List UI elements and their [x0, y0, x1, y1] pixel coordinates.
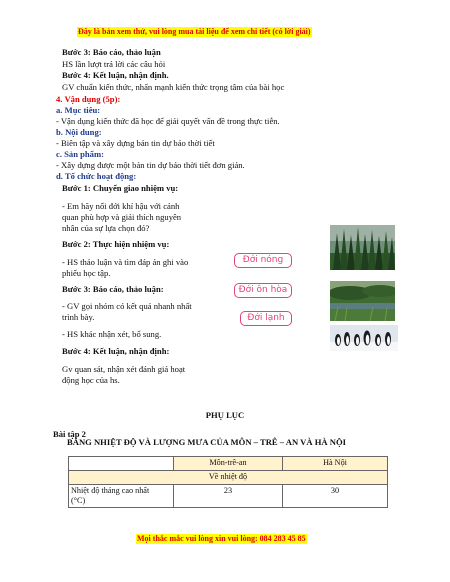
step1-title: Bước 1: Chuyển giao nhiệm vụ:: [62, 183, 179, 193]
section4-c-text: - Xây dựng được một bản tin dự báo thời tiết đơn giản.: [56, 160, 245, 170]
step4b-line1: Gv quan sát, nhận xét đánh giá hoạt: [62, 364, 186, 374]
section4-b-text: - Biên tập và xây dựng bản tin dự báo thời tiết: [56, 138, 215, 148]
header-empty-cell: [69, 457, 174, 471]
step4b-line2: động học của hs.: [62, 375, 120, 385]
section4-a-text: - Vận dụng kiến thức đã học để giải quyết vấn đề trong thực tiễn.: [56, 116, 280, 126]
step3b-title: Bước 3: Báo cáo, thảo luận:: [62, 284, 164, 294]
step2-title: Bước 2: Thực hiện nhiệm vụ:: [62, 239, 170, 249]
step3-text: HS lần lượt trả lời các câu hỏi: [62, 59, 166, 69]
step1-line2: quan phù hợp và giải thích nguyên: [62, 212, 182, 222]
table-subheader-row: [69, 471, 388, 485]
penguins-image: [330, 325, 398, 351]
step3-title: Bước 3: Báo cáo, thảo luận: [62, 47, 161, 57]
temperate-zone-label: Đới ôn hòa: [234, 283, 292, 298]
step4-text: GV chuẩn kiến thức, nhấn mạnh kiến thức trọng tâm của bài học: [62, 82, 285, 92]
cold-zone-label: Đới lạnh: [240, 311, 292, 326]
appendix-title: PHỤ LỤC: [205, 410, 245, 420]
header-hanoi: Hà Nội: [283, 457, 388, 471]
table-title: BẢNG NHIỆT ĐỘ VÀ LƯỢNG MƯA CỦA MÔN – TRÊ – AN VÀ HÀ NỘI: [67, 437, 347, 447]
step4-title: Bước 4: Kết luận, nhận định.: [62, 70, 169, 80]
forest-image: [330, 225, 395, 270]
header-montreal: Môn-trê-an: [174, 457, 283, 471]
step2-line2: phiếu học tập.: [62, 268, 111, 278]
step3b-line1: - GV gọi nhóm có kết quả nhanh nhất: [62, 301, 192, 311]
row-label-line1: Nhiệt độ tháng cao nhất: [71, 486, 150, 495]
exercise-label: Bài tập 2: [53, 429, 86, 439]
step1-line3: nhân của sự lựa chọn đó?: [62, 223, 150, 233]
subheader-temperature: Về nhiệt độ: [69, 471, 388, 485]
contact-banner: Mọi thắc mắc vui lòng xin vui lòng: 084 283 45 85: [137, 534, 306, 543]
row-label-line2: (°C): [71, 496, 86, 505]
step1-line1: - Em hãy nối đới khí hậu với cảnh: [62, 201, 180, 211]
row-label: [69, 485, 174, 508]
montreal-value: 23: [174, 485, 283, 508]
hot-zone-label: Đới nóng: [234, 253, 292, 268]
table-header-row: [69, 457, 388, 471]
section4-a-title: a. Mục tiêu:: [56, 105, 101, 115]
step3b-line2: trình bày.: [62, 312, 95, 322]
step3b-line3: - HS khác nhận xét, bổ sung.: [62, 329, 162, 339]
section4-title: 4. Vận dụng (5p):: [56, 94, 121, 104]
section4-b-title: b. Nội dung:: [56, 127, 102, 137]
hanoi-value: 30: [283, 485, 388, 508]
wetland-image: [330, 281, 395, 321]
step4b-title: Bước 4: Kết luận, nhận định:: [62, 346, 170, 356]
temperature-table: [68, 456, 388, 508]
section4-c-title: c. Sản phẩm:: [56, 149, 104, 159]
step2-line1: - HS thảo luận và tìm đáp án ghi vào: [62, 257, 189, 267]
table-row: [69, 485, 388, 508]
section4-d-title: d. Tổ chức hoạt động:: [56, 171, 137, 181]
preview-banner: Đây là bản xem thử, vui lòng mua tài liệu để xem chi tiết (có lời giải): [78, 27, 311, 36]
